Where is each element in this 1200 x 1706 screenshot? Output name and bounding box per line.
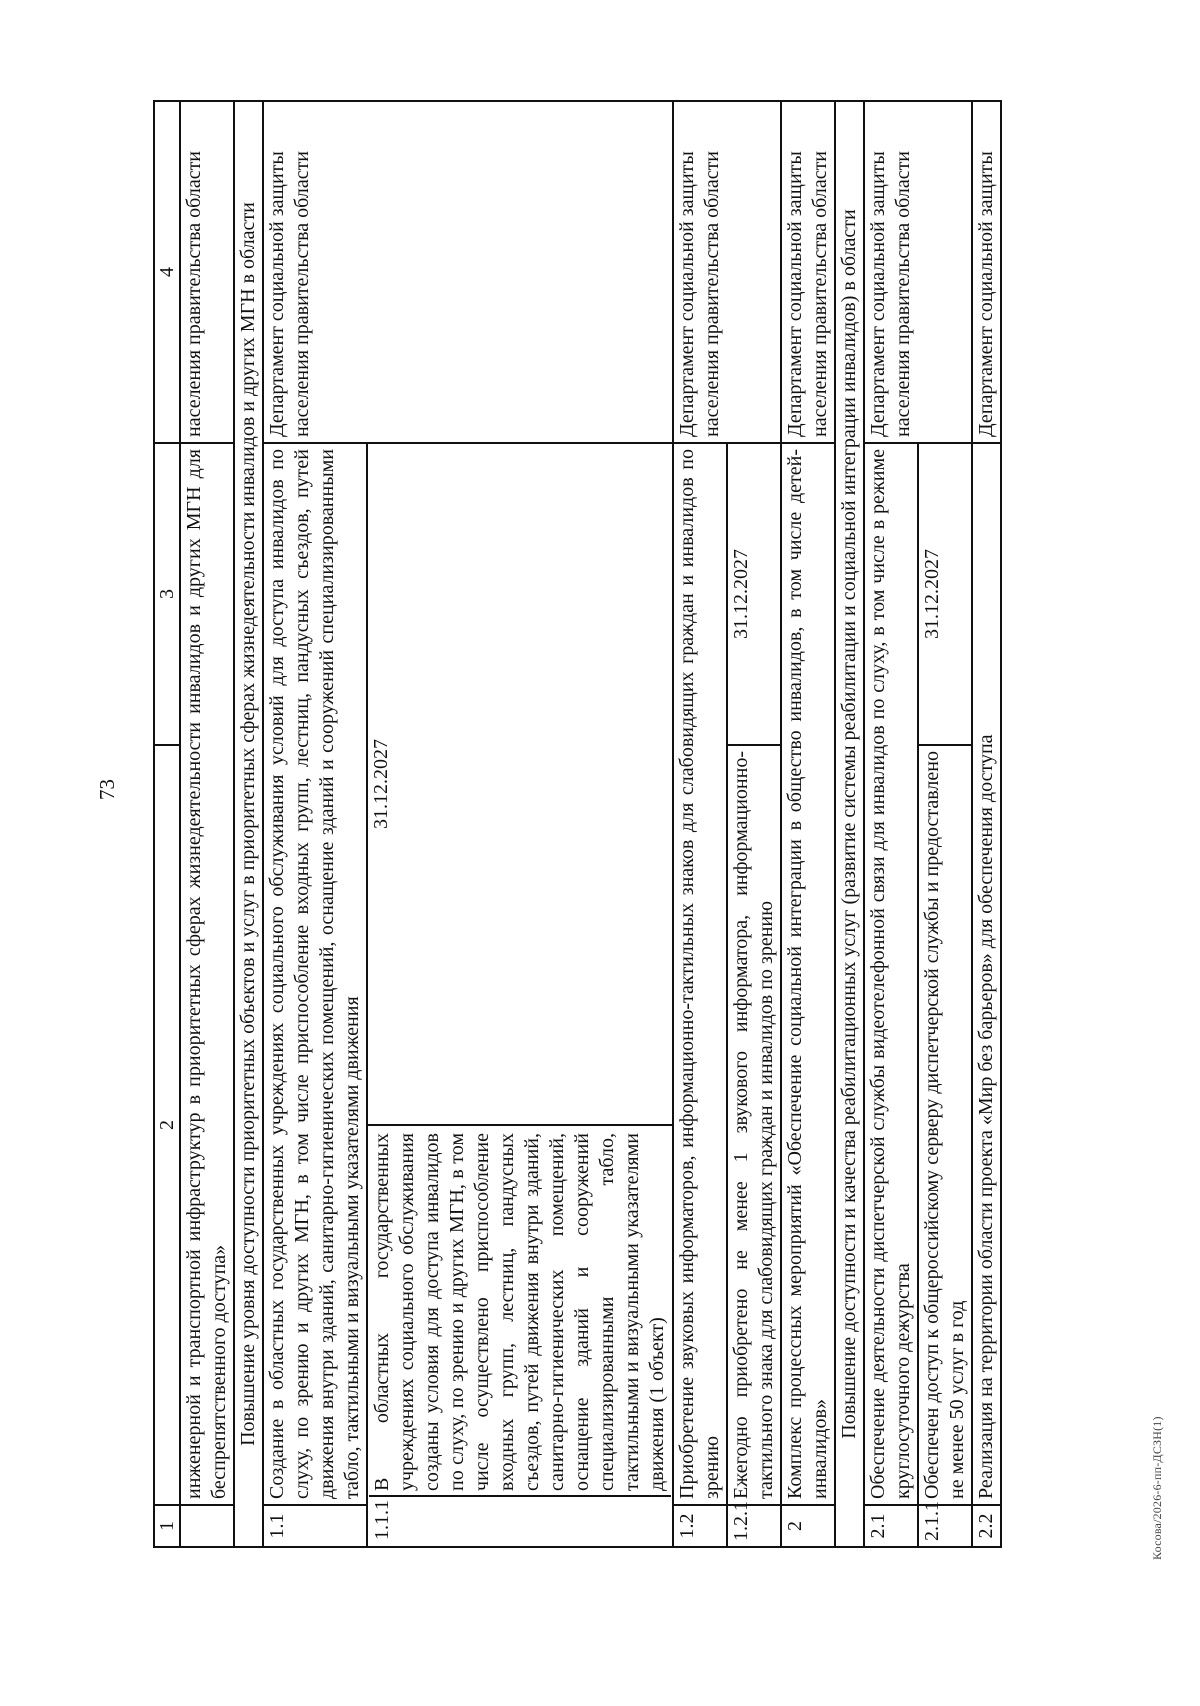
continuation-text: инженерной и транспортной инфраструктур в приоритетных сферах жизнедеятельности инвалидов и других МГН для беспрепятственного доступа»	[180, 443, 234, 1505]
row-number: 1.2.1	[727, 1505, 781, 1547]
row-text: Комплекс процессных мероприятий «Обеспечение социальной интеграции в общество инвалидов, в том числе детей-инвалидов»	[781, 443, 835, 1505]
row-number: 2.1.1	[918, 1505, 972, 1547]
row-date: 31.12.2027	[727, 443, 781, 745]
row-number: 2.2	[972, 1505, 1001, 1547]
table-row	[972, 101, 1001, 1547]
header-col-3: 3	[154, 443, 180, 745]
table-row	[263, 101, 367, 1547]
row-date: 31.12.2027	[918, 443, 972, 745]
row-number: 1.1	[263, 1505, 367, 1547]
row-number: 1.1.1	[369, 1496, 671, 1543]
row-text: Реализация на территории области проекта «Мир без барьеров» для обеспечения доступа	[972, 443, 1001, 1505]
header-col-2: 2	[154, 745, 180, 1505]
section-heading-2: Повышение доступности и качества реабилитационных услуг (развитие системы реабилитации и социальной интеграции инвалидов) в области	[835, 101, 864, 1547]
row-number: 2	[781, 1505, 835, 1547]
table-row	[180, 101, 234, 1547]
footer-note: Косова/2026-6-пп-ДСЗН(1)	[1150, 1416, 1164, 1560]
page-number: 73	[95, 779, 119, 800]
table-row	[673, 101, 727, 1547]
table-row	[781, 101, 835, 1547]
rotated-table-page	[153, 100, 1038, 1548]
row-number: 2.1	[864, 1505, 918, 1547]
row-responsible: Департамент социальной защиты	[972, 101, 1001, 443]
row-text: Создание в областных государственных учреждениях социального обслуживания условий для доступа инвалидов по слуху, по зрению и других МГН, в том числе приспособление входных групп, лестниц, пандусных съездов, путей движения внутри зданий, санитарно-гигиенических помещений, оснащение зданий и сооружений специализированными табло, тактильными и визуальными указателями движения	[263, 443, 367, 1505]
measures-table	[153, 100, 1002, 1548]
row-number: 1.2	[673, 1505, 727, 1547]
row-text: Приобретение звуковых информаторов, информационно-тактильных знаков для слабовидящих граждан и инвалидов по зрению	[673, 443, 727, 1505]
section-row	[835, 101, 864, 1547]
row-number	[367, 1125, 673, 1547]
row-text: Обеспечен доступ к общероссийскому серверу диспетчерской службы и предоставлено не менее 50 услуг в год	[918, 745, 972, 1505]
row-number-empty	[180, 1505, 234, 1547]
section-row	[234, 101, 263, 1547]
row-date: 31.12.2027	[367, 443, 673, 1125]
table-row	[864, 101, 918, 1547]
table-header-row	[154, 101, 180, 1547]
row-text: Ежегодно приобретено не менее 1 звукового информатора, информационно-тактильного знака для слабовидящих граждан и инвалидов по зрению	[727, 745, 781, 1505]
header-col-4: 4	[154, 101, 180, 443]
section-heading-1: Повышение уровня доступности приоритетных объектов и услуг в приоритетных сферах жизнедеятельности инвалидов и других МГН в области	[234, 101, 263, 1547]
header-col-1: 1	[154, 1505, 180, 1547]
continuation-responsible: населения правительства области	[180, 101, 234, 443]
row-text: В областных государственных учреждениях социального обслуживания созданы условия для доступа инвалидов по слуху, по зрению и других МГН, в том числе осуществлено приспособление входных групп, лестниц, пандусных съездов, путей движения внутри зданий, санитарно-гигиенических помещений, оснащение зданий и сооружений специализированными табло, тактильными и визуальными указателями движения (1 объект)	[371, 1133, 668, 1491]
row-responsible: Департамент социальной защиты населения правительства области	[781, 101, 835, 443]
row-responsible: Департамент социальной защиты населения правительства области	[263, 101, 673, 443]
row-text: Обеспечение деятельности диспетчерской службы видеотелефонной связи для инвалидов по слуху, в том числе в режиме круглосуточного дежурства	[864, 443, 918, 1505]
row-responsible: Департамент социальной защиты населения правительства области	[864, 101, 972, 443]
row-responsible: Департамент социальной защиты населения правительства области	[673, 101, 781, 443]
